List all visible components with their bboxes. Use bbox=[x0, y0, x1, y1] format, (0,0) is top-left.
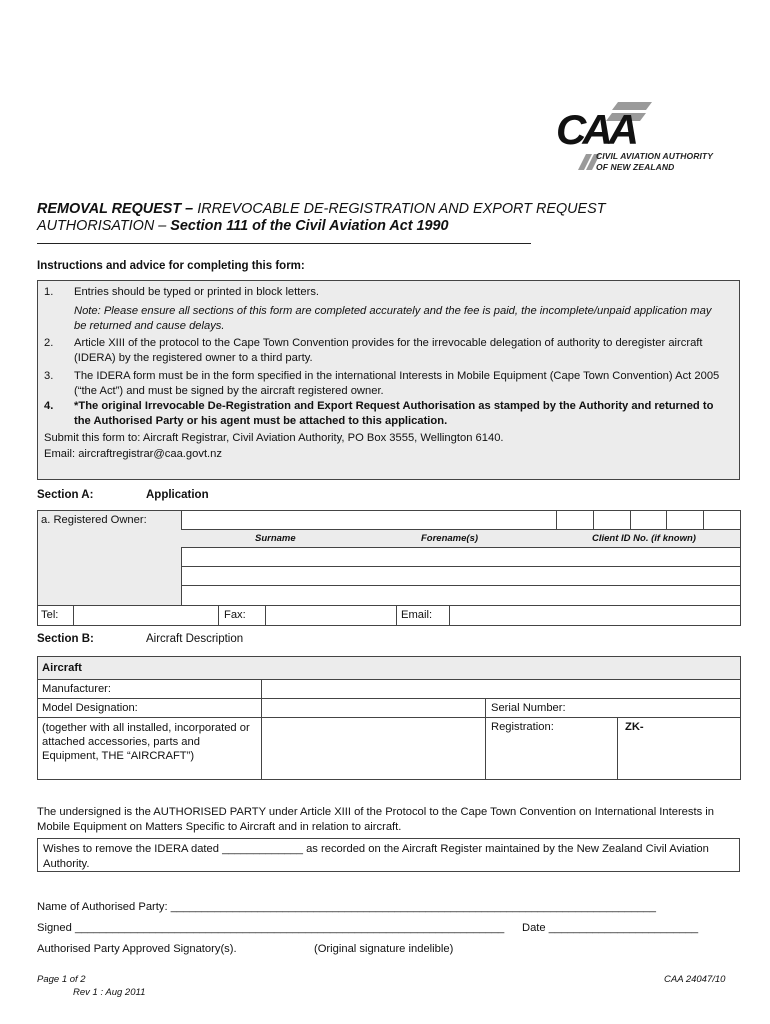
divider bbox=[617, 717, 618, 780]
form-title bbox=[37, 201, 717, 235]
declaration-text: The undersigned is the AUTHORISED PARTY under Article XIII of the Protocol to the Cape Town Convention on International Interests in Mobile Equipment on Matters Specific to Aircraft and in relation to aircraft. bbox=[37, 806, 715, 833]
registration-prefix: ZK- bbox=[625, 721, 644, 733]
instruction-text: The IDERA form must be in the form specified in the international Interests in Mobile Equipment (Cape Town Convention) Act 2005 (“the Act”) and must be signed by the aircraft registered owner. bbox=[74, 370, 720, 397]
registered-owner-input[interactable] bbox=[181, 510, 558, 530]
logo-mark: CAA bbox=[556, 106, 635, 153]
tel-input[interactable] bbox=[74, 606, 217, 625]
together-input[interactable] bbox=[262, 718, 484, 779]
instruction-number: 1. bbox=[44, 286, 54, 298]
idera-removal-box[interactable]: Wishes to remove the IDERA dated _____________ as recorded on the Aircraft Register maintained by the New Zealand Civil Aviation Authority. bbox=[37, 838, 740, 872]
divider bbox=[485, 698, 486, 780]
section-b-title: Aircraft Description bbox=[146, 633, 244, 645]
instruction-text: Entries should be typed or printed in block letters. bbox=[74, 286, 320, 298]
signed-line[interactable]: Signed _____________________________________________________________________ bbox=[37, 922, 505, 934]
section-a-title: Application bbox=[146, 489, 209, 501]
together-note: (together with all installed, incorporated or attached accessories, parts and Equipment, THE “AIRCRAFT”) bbox=[42, 722, 250, 763]
instruction-text: Article XIII of the protocol to the Cape Town Convention provides for the irrevocable delegation of authority to deregister aircraft (IDERA) by the registered owner to a third party. bbox=[74, 337, 703, 364]
tel-label: Tel: bbox=[41, 609, 59, 621]
title-part-2: IRREVOCABLE DE-REGISTRATION AND EXPORT REQUEST AUTHORISATION – bbox=[37, 201, 606, 234]
date-line[interactable]: Date ________________________ bbox=[522, 922, 699, 934]
page-number: Page 1 of 2 bbox=[37, 974, 86, 985]
divider bbox=[396, 605, 397, 626]
col-client-id: Client ID No. (if known) bbox=[592, 533, 696, 544]
title-underline bbox=[37, 243, 531, 244]
title-part-1: REMOVAL REQUEST – bbox=[37, 201, 194, 217]
email-label: Email: bbox=[401, 609, 433, 621]
approved-signatory-label: Authorised Party Approved Signatory(s). bbox=[37, 943, 237, 955]
owner-row-3-input[interactable] bbox=[181, 585, 741, 606]
client-id-box[interactable] bbox=[630, 510, 668, 530]
section-a-label: Section A: bbox=[37, 489, 94, 501]
authorised-party-name-line[interactable]: Name of Authorised Party: ______________________________________________________________________________ bbox=[37, 901, 657, 913]
form-code: CAA 24047/10 bbox=[664, 974, 726, 985]
client-id-box[interactable] bbox=[593, 510, 631, 530]
aircraft-heading: Aircraft bbox=[42, 662, 82, 674]
instructions-box bbox=[37, 280, 740, 480]
client-id-box[interactable] bbox=[703, 510, 741, 530]
submit-email: Email: aircraftregistrar@caa.govt.nz bbox=[44, 448, 222, 460]
logo-line-2: OF NEW ZEALAND bbox=[596, 162, 675, 172]
serial-label: Serial Number: bbox=[491, 702, 566, 714]
section-b-label: Section B: bbox=[37, 633, 94, 645]
owner-row-2-input[interactable] bbox=[181, 566, 741, 586]
manufacturer-input[interactable] bbox=[262, 680, 740, 698]
fax-label: Fax: bbox=[224, 609, 246, 621]
revision: Rev 1 : Aug 2011 bbox=[73, 987, 146, 998]
model-input[interactable] bbox=[262, 699, 484, 717]
aircraft-header bbox=[37, 656, 741, 680]
fax-input[interactable] bbox=[266, 606, 395, 625]
model-label: Model Designation: bbox=[42, 702, 138, 714]
client-id-box[interactable] bbox=[666, 510, 704, 530]
instructions-heading: Instructions and advice for completing this form: bbox=[37, 260, 305, 272]
instruction-number: 2. bbox=[44, 337, 54, 349]
col-forename: Forename(s) bbox=[421, 533, 479, 544]
title-part-3: Section 111 of the Civil Aviation Act 1990 bbox=[166, 218, 449, 234]
caa-logo bbox=[556, 96, 726, 172]
col-surname: Surname bbox=[255, 533, 296, 544]
owner-row-1-input[interactable] bbox=[181, 547, 741, 567]
email-input[interactable] bbox=[450, 606, 740, 625]
client-id-box[interactable] bbox=[556, 510, 594, 530]
registration-label: Registration: bbox=[491, 721, 554, 733]
client-id-boxes bbox=[557, 510, 741, 530]
divider bbox=[218, 605, 219, 626]
instruction-number: 4. bbox=[44, 400, 54, 412]
instruction-text: *The original Irrevocable De-Registration and Export Request Authorisation as stamped by the Authority and returned to the Authorised Party or his agent must be attached to this application. bbox=[74, 400, 714, 427]
submit-address: Submit this form to: Aircraft Registrar, Civil Aviation Authority, PO Box 3555, Wellington 6140. bbox=[44, 432, 504, 444]
original-signature-note: (Original signature indelible) bbox=[314, 943, 454, 955]
registered-owner-label: a. Registered Owner: bbox=[41, 514, 147, 526]
instruction-number: 3. bbox=[44, 370, 54, 382]
manufacturer-label: Manufacturer: bbox=[42, 683, 112, 695]
logo-line-1: CIVIL AVIATION AUTHORITY bbox=[596, 151, 713, 161]
instruction-note-text: Note: Please ensure all sections of this form are completed accurately and the fee is paid, the incomplete/unpaid application may be returned and cause delays. bbox=[74, 305, 712, 332]
